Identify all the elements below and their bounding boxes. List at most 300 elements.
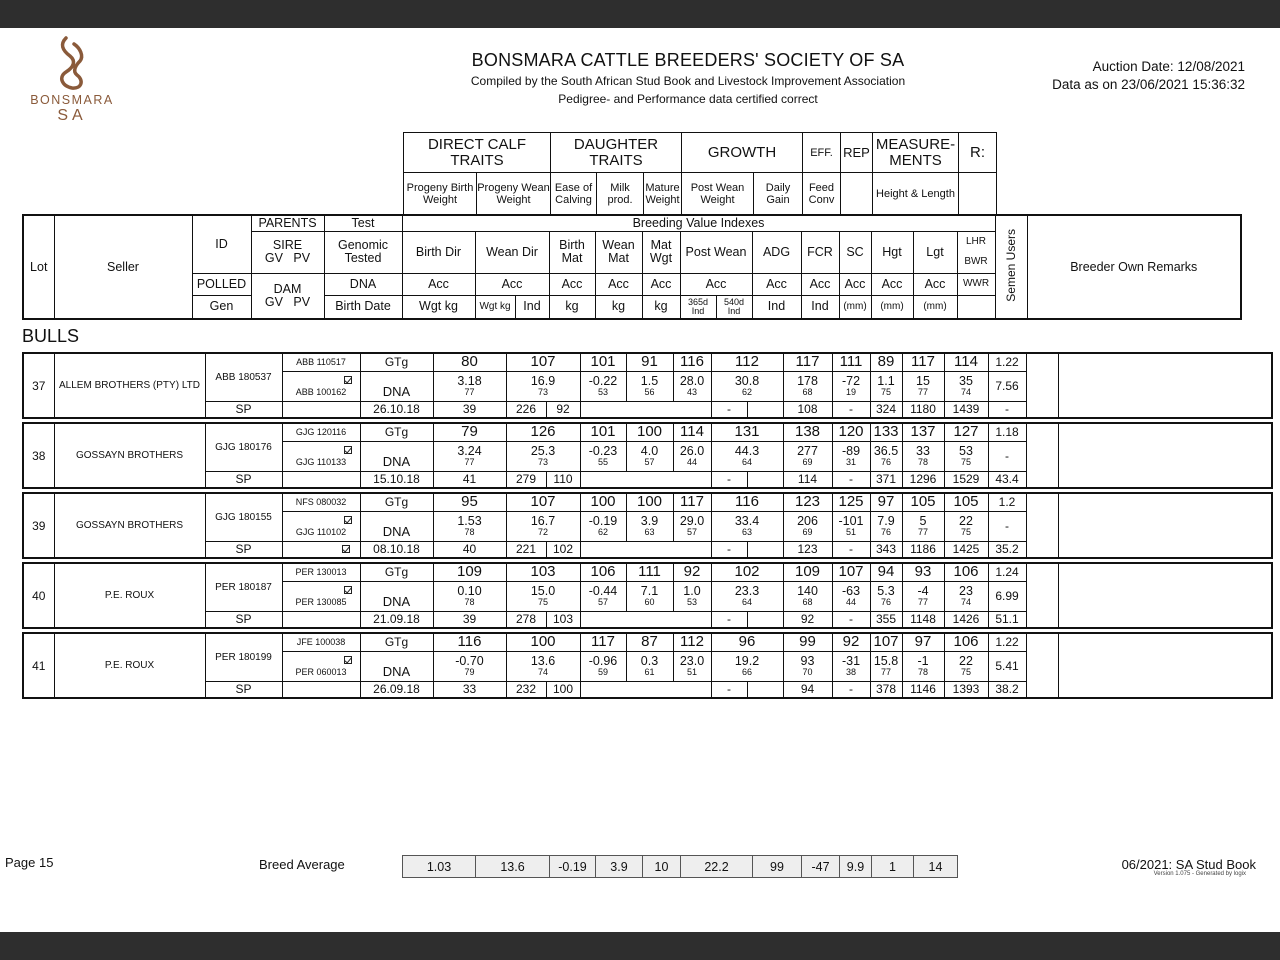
wean-index: 100: [546, 681, 580, 698]
gen-value: SP: [205, 401, 282, 418]
mat-empty: [580, 471, 711, 488]
accuracy-lgt: 75: [960, 667, 971, 677]
acc-weanmat: [626, 371, 673, 401]
accuracy-hgt: 77: [917, 387, 928, 397]
value-hgt: 5: [919, 514, 927, 528]
bv-adg: 123: [783, 493, 832, 511]
acc-fcr: [832, 581, 870, 611]
bv-birthdir: 109: [433, 563, 506, 581]
acc-lgt: [944, 581, 988, 611]
bv-birthmat: 101: [580, 423, 626, 441]
acc-birthdir: [433, 651, 506, 681]
value-matwgt: 28.0: [679, 374, 705, 388]
birth-weight: 40: [433, 541, 506, 558]
accuracy-sc: 76: [880, 597, 891, 607]
acc-9: Acc: [839, 273, 871, 295]
d540-value: [747, 681, 783, 698]
group-rep: REP: [841, 133, 873, 173]
sire-id: JFE 100038: [282, 633, 360, 651]
adg-index: 92: [783, 611, 832, 628]
acc-lgt: [944, 511, 988, 541]
accuracy-weanmat: 63: [644, 527, 655, 537]
bv-lgt: 105: [944, 493, 988, 511]
test-gtg: GTg: [360, 353, 433, 371]
sub-height-length: Height & Length: [873, 173, 959, 215]
wwr-value: 51.1: [988, 611, 1026, 628]
breed-average-label: Breed Average: [259, 857, 345, 872]
accuracy-weandir: 75: [537, 597, 548, 607]
bv-birthmat: 100: [580, 493, 626, 511]
lot-number: 38: [23, 423, 54, 488]
breed-average-value: 22.2: [681, 856, 753, 878]
bv-lgt: 127: [944, 423, 988, 441]
group-r: R:: [959, 133, 997, 173]
animal-id: ABB 180537: [205, 353, 282, 401]
acc-matwgt: [673, 441, 711, 471]
accuracy-weanmat: 60: [644, 597, 655, 607]
value-hgt: 33: [916, 444, 930, 458]
acc-birthdir: [433, 511, 506, 541]
lot-table: [22, 562, 1273, 629]
dam-gvpv: [282, 401, 360, 418]
value-matwgt: 1.0: [683, 584, 701, 598]
lhr-value: 1.24: [988, 563, 1026, 581]
value-adg: 140: [797, 584, 818, 598]
trait-group-header: [403, 132, 997, 215]
seller-name: P.E. ROUX: [54, 633, 205, 698]
acc-weandir: [506, 581, 580, 611]
value-birthdir: -0.70: [455, 654, 484, 668]
accuracy-birthmat: 53: [597, 387, 608, 397]
accuracy-postwean: 64: [741, 457, 752, 467]
semen-users-cell: [1026, 563, 1058, 628]
unit-ind-2: Ind: [752, 295, 801, 319]
sire-dam-cell: [282, 371, 360, 401]
accuracy-birthdir: 77: [464, 387, 475, 397]
sire-id: GJG 120116: [282, 423, 360, 441]
value-weanmat: 7.1: [640, 584, 659, 598]
acc-1: Acc: [402, 273, 475, 295]
accuracy-matwgt: 51: [686, 667, 697, 677]
semen-users-cell: [1026, 633, 1058, 698]
accuracy-birthmat: 55: [597, 457, 608, 467]
bv-lgt: 106: [944, 563, 988, 581]
bv-weandir: 103: [506, 563, 580, 581]
bv-weanmat: 100: [626, 423, 673, 441]
acc-lgt: [944, 371, 988, 401]
acc-matwgt: [673, 651, 711, 681]
acc-weanmat: [626, 511, 673, 541]
accuracy-hgt: 78: [917, 457, 928, 467]
seller-name: ALLEM BROTHERS (PTY) LTD: [54, 353, 205, 418]
bv-adg: 99: [783, 633, 832, 651]
fcr-index: -: [832, 541, 870, 558]
hgt-mm: 1146: [902, 681, 944, 698]
birth-weight: 41: [433, 471, 506, 488]
bv-postwean: 112: [711, 353, 783, 371]
checkbox-icon: [342, 545, 350, 553]
accuracy-matwgt: 57: [686, 527, 697, 537]
lhr-value: 1.2: [988, 493, 1026, 511]
d540-value: [747, 471, 783, 488]
acc-weandir: [506, 441, 580, 471]
bwr-value: 7.56: [988, 371, 1026, 401]
value-adg: 206: [797, 514, 818, 528]
accuracy-fcr: 44: [845, 597, 856, 607]
breed-average-value: 10: [643, 856, 681, 878]
dam-gvpv: [282, 681, 360, 698]
accuracy-birthmat: 62: [597, 527, 608, 537]
unit-365d: 365d Ind: [680, 295, 716, 319]
bv-hgt: 97: [902, 633, 944, 651]
value-postwean: 19.2: [734, 654, 760, 668]
test-gtg: GTg: [360, 493, 433, 511]
acc-lgt: [944, 441, 988, 471]
acc-birthmat: [580, 371, 626, 401]
col-adg: ADG: [752, 231, 801, 273]
sire-dam-cell: [282, 511, 360, 541]
bwr-value: -: [988, 511, 1026, 541]
adg-index: 114: [783, 471, 832, 488]
bv-birthdir: 95: [433, 493, 506, 511]
remarks-cell: [1058, 353, 1272, 418]
value-lgt: 23: [959, 584, 973, 598]
gen-value: SP: [205, 541, 282, 558]
value-hgt: -4: [917, 584, 929, 598]
d540-value: [747, 401, 783, 418]
sc-mm: 355: [870, 611, 902, 628]
acc-postwean: [711, 371, 783, 401]
acc-sc: [870, 581, 902, 611]
d540-value: [747, 541, 783, 558]
bwr-value: 6.99: [988, 581, 1026, 611]
bv-fcr: 107: [832, 563, 870, 581]
unit-wgtkg-1: Wgt kg: [402, 295, 475, 319]
value-birthdir: 0.10: [457, 584, 482, 598]
col-birthdir: Birth Dir: [402, 231, 475, 273]
bv-lgt: 106: [944, 633, 988, 651]
bv-weanmat: 100: [626, 493, 673, 511]
accuracy-weandir: 73: [537, 387, 548, 397]
bv-weanmat: 87: [626, 633, 673, 651]
col-lot: Lot: [23, 215, 54, 319]
acc-sc: [870, 371, 902, 401]
value-weanmat: 3.9: [640, 514, 659, 528]
unit-kg-3: kg: [642, 295, 680, 319]
lot-table: [22, 422, 1273, 489]
mat-empty: [580, 611, 711, 628]
dam-id: GJG 110102: [295, 527, 347, 537]
col-matwgt: Mat Wgt: [642, 231, 680, 273]
breed-average-table: [402, 855, 958, 878]
breed-average-value: 14: [914, 856, 958, 878]
fcr-index: -: [832, 471, 870, 488]
acc-hgt: [902, 651, 944, 681]
value-hgt: 15: [916, 374, 930, 388]
seller-name: GOSSAYN BROTHERS: [54, 493, 205, 558]
sc-mm: 378: [870, 681, 902, 698]
test-gtg: GTg: [360, 633, 433, 651]
wean-index: 103: [546, 611, 580, 628]
group-growth: GROWTH: [682, 133, 803, 173]
sub-post-wean-weight: Post Wean Weight: [682, 173, 754, 215]
hgt-mm: 1148: [902, 611, 944, 628]
sub-progeny-wean-weight: Progeny Wean Weight: [477, 173, 551, 215]
auction-info: [1052, 58, 1245, 94]
sub-rep-empty: [841, 173, 873, 215]
col-seller: Seller: [54, 215, 192, 319]
acc-matwgt: [673, 581, 711, 611]
accuracy-weandir: 72: [537, 527, 548, 537]
acc-weanmat: [626, 441, 673, 471]
accuracy-adg: 69: [802, 527, 813, 537]
accuracy-matwgt: 44: [686, 457, 697, 467]
breed-average-value: 99: [753, 856, 802, 878]
checkbox-icon: [344, 656, 352, 664]
bv-weanmat: 111: [626, 563, 673, 581]
col-id: ID: [192, 215, 251, 273]
lgt-mm: 1425: [944, 541, 988, 558]
col-genomic: Genomic Tested: [324, 231, 402, 273]
accuracy-matwgt: 43: [686, 387, 697, 397]
checkbox-icon: [344, 376, 352, 384]
animal-id: PER 180199: [205, 633, 282, 681]
semen-users-cell: [1026, 353, 1058, 418]
acc-adg: [783, 581, 832, 611]
dam-id: GJG 110133: [295, 457, 347, 467]
checkbox-icon: [344, 586, 352, 594]
accuracy-weanmat: 57: [644, 457, 655, 467]
seller-name: GOSSAYN BROTHERS: [54, 423, 205, 488]
accuracy-weandir: 74: [537, 667, 548, 677]
bonsmara-logo: [22, 34, 122, 126]
d365-value: -: [711, 401, 747, 418]
bv-matwgt: 114: [673, 423, 711, 441]
value-birthmat: -0.44: [588, 584, 618, 598]
dam-id: ABB 100162: [295, 387, 347, 397]
sire-id: PER 130013: [282, 563, 360, 581]
col-sire: SIRE GV PV: [251, 231, 324, 273]
sub-daily-gain: Daily Gain: [754, 173, 803, 215]
adg-index: 123: [783, 541, 832, 558]
top-dark-band: [0, 0, 1280, 28]
dam-id: PER 130085: [295, 597, 347, 607]
birth-date: 21.09.18: [360, 611, 433, 628]
dna-label: DNA: [360, 511, 433, 541]
animal-id: GJG 180176: [205, 423, 282, 471]
lgt-mm: 1393: [944, 681, 988, 698]
hgt-mm: 1296: [902, 471, 944, 488]
animal-id: GJG 180155: [205, 493, 282, 541]
accuracy-birthdir: 78: [464, 597, 475, 607]
value-fcr: -31: [841, 654, 861, 668]
wean-weight: 226: [506, 401, 546, 418]
value-weanmat: 4.0: [640, 444, 659, 458]
value-weanmat: 0.3: [640, 654, 659, 668]
dna-label: DNA: [360, 441, 433, 471]
checkbox-icon: [344, 516, 352, 524]
value-sc: 1.1: [877, 374, 895, 388]
value-sc: 36.5: [873, 444, 899, 458]
acc-birthdir: [433, 441, 506, 471]
acc-postwean: [711, 441, 783, 471]
acc-fcr: [832, 651, 870, 681]
sub-feed-conv: Feed Conv: [803, 173, 841, 215]
accuracy-postwean: 62: [741, 387, 752, 397]
acc-birthdir: [433, 581, 506, 611]
value-postwean: 44.3: [734, 444, 760, 458]
accuracy-postwean: 64: [741, 597, 752, 607]
accuracy-sc: 77: [880, 667, 891, 677]
bv-weandir: 100: [506, 633, 580, 651]
value-weandir: 25.3: [530, 444, 556, 458]
animal-id: PER 180187: [205, 563, 282, 611]
bv-matwgt: 112: [673, 633, 711, 651]
accuracy-lgt: 75: [960, 457, 971, 467]
value-weandir: 16.7: [530, 514, 556, 528]
col-birthdate: Birth Date: [324, 295, 402, 319]
society-title: BONSMARA CATTLE BREEDERS' SOCIETY OF SA: [471, 50, 905, 70]
lot-table: [22, 352, 1273, 419]
accuracy-postwean: 66: [741, 667, 752, 677]
page-number: Page 15: [5, 855, 54, 870]
certified-note: Pedigree- and Performance data certified correct: [558, 92, 818, 106]
semen-users-cell: [1026, 493, 1058, 558]
bv-sc: 107: [870, 633, 902, 651]
acc-hgt: [902, 581, 944, 611]
d540-value: [747, 611, 783, 628]
value-fcr: -89: [841, 444, 861, 458]
col-postwean: Post Wean: [680, 231, 752, 273]
test-gtg: GTg: [360, 563, 433, 581]
col-dna: DNA: [324, 273, 402, 295]
col-gen: Gen: [192, 295, 251, 319]
accuracy-birthmat: 59: [597, 667, 608, 677]
d365-value: -: [711, 681, 747, 698]
mat-empty: [580, 681, 711, 698]
lhr-value: 1.22: [988, 633, 1026, 651]
checkbox-icon: [344, 446, 352, 454]
sire-id: ABB 110517: [282, 353, 360, 371]
document-title-block: [400, 50, 976, 106]
gen-value: SP: [205, 471, 282, 488]
acc-6: Acc: [680, 273, 752, 295]
bv-sc: 97: [870, 493, 902, 511]
acc-lgt: [944, 651, 988, 681]
d365-value: -: [711, 471, 747, 488]
acc-4: Acc: [595, 273, 642, 295]
acc-adg: [783, 511, 832, 541]
breed-average-value: 3.9: [596, 856, 643, 878]
lhr-value: 1.18: [988, 423, 1026, 441]
accuracy-adg: 69: [802, 457, 813, 467]
acc-fcr: [832, 371, 870, 401]
unit-ind-3: Ind: [801, 295, 839, 319]
gen-value: SP: [205, 611, 282, 628]
sub-progeny-birth-weight: Progeny Birth Weight: [404, 173, 477, 215]
bottom-dark-band: [0, 932, 1280, 960]
bv-adg: 138: [783, 423, 832, 441]
value-weandir: 16.9: [530, 374, 556, 388]
bv-matwgt: 116: [673, 353, 711, 371]
dna-label: DNA: [360, 371, 433, 401]
sc-mm: 343: [870, 541, 902, 558]
accuracy-weandir: 73: [537, 457, 548, 467]
bv-birthdir: 116: [433, 633, 506, 651]
bv-birthmat: 117: [580, 633, 626, 651]
bwr-value: -: [988, 441, 1026, 471]
acc-matwgt: [673, 511, 711, 541]
breed-average-value: -0.19: [550, 856, 596, 878]
lgt-mm: 1439: [944, 401, 988, 418]
col-polled: POLLED: [192, 273, 251, 295]
bv-hgt: 93: [902, 563, 944, 581]
accuracy-birthdir: 77: [464, 457, 475, 467]
col-test: Test: [324, 215, 402, 231]
wwr-value: 38.2: [988, 681, 1026, 698]
remarks-cell: [1058, 563, 1272, 628]
value-birthdir: 1.53: [457, 514, 482, 528]
accuracy-adg: 68: [802, 387, 813, 397]
value-postwean: 23.3: [734, 584, 760, 598]
breed-average-value: 9.9: [840, 856, 872, 878]
bv-adg: 117: [783, 353, 832, 371]
value-matwgt: 29.0: [679, 514, 705, 528]
wean-weight: 278: [506, 611, 546, 628]
acc-birthmat: [580, 511, 626, 541]
wwr-value: 35.2: [988, 541, 1026, 558]
breed-average-value: 13.6: [476, 856, 550, 878]
accuracy-adg: 68: [802, 597, 813, 607]
dam-id: PER 060013: [295, 667, 347, 677]
wean-index: 102: [546, 541, 580, 558]
value-hgt: -1: [917, 654, 929, 668]
bv-hgt: 117: [902, 353, 944, 371]
acc-adg: [783, 371, 832, 401]
wwr-value: 43.4: [988, 471, 1026, 488]
value-adg: 178: [797, 374, 818, 388]
bv-fcr: 120: [832, 423, 870, 441]
col-lgt: Lgt: [913, 231, 957, 273]
group-eff: EFF.: [803, 133, 841, 173]
wean-weight: 279: [506, 471, 546, 488]
col-semen-users: Semen Users: [995, 215, 1027, 319]
acc-sc: [870, 651, 902, 681]
section-bulls: BULLS: [22, 326, 80, 346]
value-matwgt: 26.0: [679, 444, 705, 458]
col-weandir: Wean Dir: [475, 231, 549, 273]
accuracy-hgt: 77: [917, 527, 928, 537]
value-sc: 5.3: [877, 584, 895, 598]
bv-hgt: 105: [902, 493, 944, 511]
value-sc: 15.8: [873, 654, 899, 668]
logo-sa: SA: [57, 107, 87, 124]
adg-index: 108: [783, 401, 832, 418]
acc-birthmat: [580, 441, 626, 471]
col-birthmat: Birth Mat: [549, 231, 595, 273]
value-adg: 277: [797, 444, 818, 458]
accuracy-weanmat: 56: [644, 387, 655, 397]
group-measurements: MEASURE-MENTS: [873, 133, 959, 173]
acc-birthmat: [580, 581, 626, 611]
birth-date: 15.10.18: [360, 471, 433, 488]
bv-weandir: 107: [506, 353, 580, 371]
d365-value: -: [711, 541, 747, 558]
value-birthmat: -0.22: [588, 374, 618, 388]
remarks-cell: [1058, 493, 1272, 558]
wwr-value: -: [988, 401, 1026, 418]
lgt-mm: 1529: [944, 471, 988, 488]
